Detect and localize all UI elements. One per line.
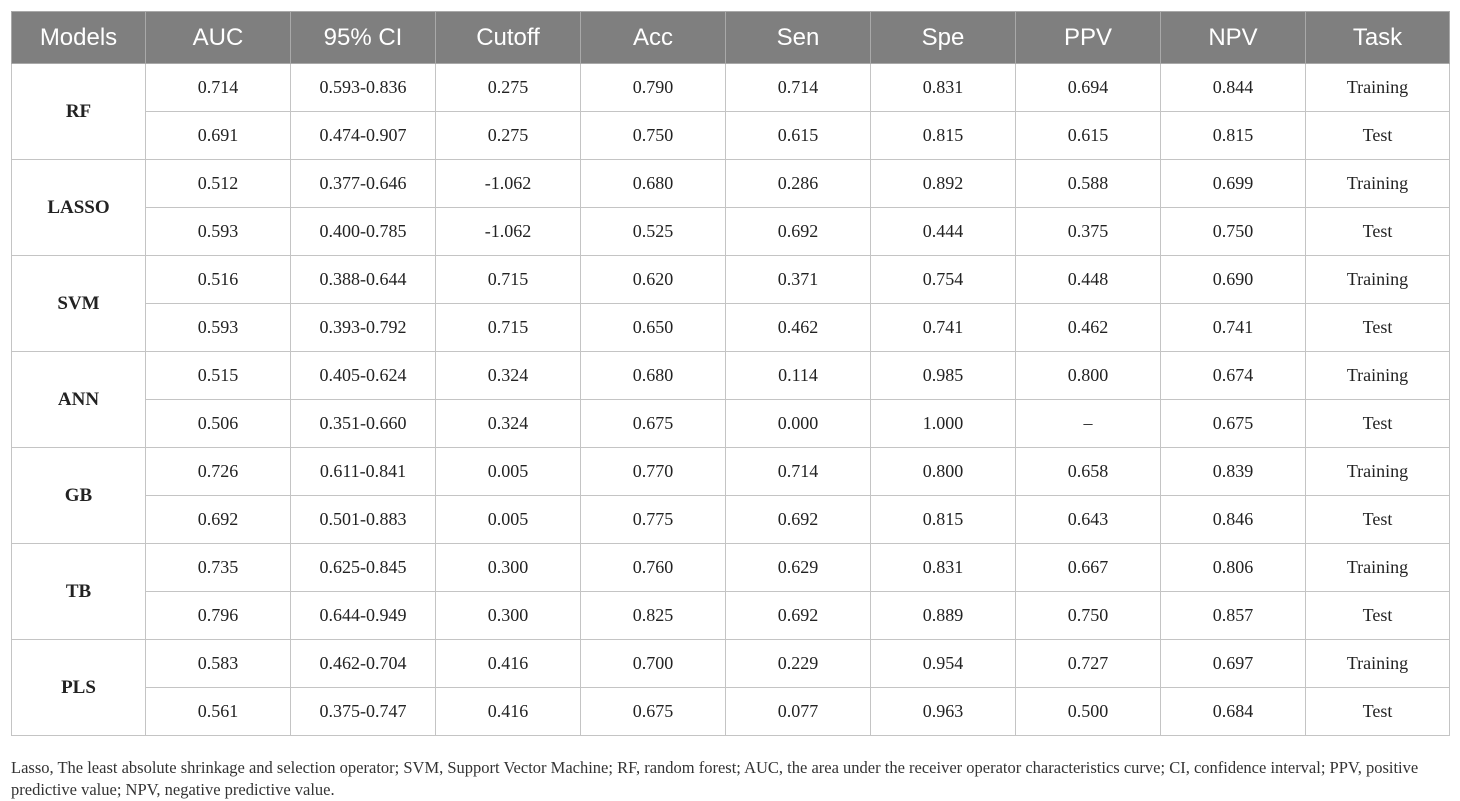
model-name-cell: ANN: [12, 352, 146, 448]
table-cell: Test: [1306, 400, 1450, 448]
table-cell: Test: [1306, 208, 1450, 256]
table-cell: Training: [1306, 64, 1450, 112]
table-cell: -1.062: [436, 160, 581, 208]
table-cell: 0.699: [1161, 160, 1306, 208]
table-cell: 0.375-0.747: [291, 688, 436, 736]
model-name-cell: PLS: [12, 640, 146, 736]
table-cell: 0.501-0.883: [291, 496, 436, 544]
table-cell: –: [1016, 400, 1161, 448]
table-cell: Test: [1306, 304, 1450, 352]
table-cell: 0.963: [871, 688, 1016, 736]
table-cell: 0.000: [726, 400, 871, 448]
column-header: NPV: [1161, 12, 1306, 64]
table-row: [12, 544, 1450, 592]
table-cell: 0.839: [1161, 448, 1306, 496]
table-row: [12, 352, 1450, 400]
table-cell: 0.416: [436, 640, 581, 688]
table-cell: 0.715: [436, 304, 581, 352]
table-cell: 0.448: [1016, 256, 1161, 304]
table-cell: 0.714: [146, 64, 291, 112]
table-cell: 0.620: [581, 256, 726, 304]
table-cell: 0.512: [146, 160, 291, 208]
table-cell: 0.229: [726, 640, 871, 688]
model-name-cell: RF: [12, 64, 146, 160]
table-cell: 0.775: [581, 496, 726, 544]
table-cell: Training: [1306, 352, 1450, 400]
table-cell: 0.300: [436, 544, 581, 592]
table-cell: 0.625-0.845: [291, 544, 436, 592]
table-row: [12, 400, 1450, 448]
table-cell: 0.005: [436, 496, 581, 544]
table-cell: 0.658: [1016, 448, 1161, 496]
table-row: [12, 688, 1450, 736]
column-header: PPV: [1016, 12, 1161, 64]
table-cell: 0.691: [146, 112, 291, 160]
table-cell: 0.700: [581, 640, 726, 688]
table-cell: 0.005: [436, 448, 581, 496]
table-cell: Training: [1306, 256, 1450, 304]
table-cell: 0.377-0.646: [291, 160, 436, 208]
table-cell: 0.770: [581, 448, 726, 496]
table-cell: 0.375: [1016, 208, 1161, 256]
table-cell: 0.674: [1161, 352, 1306, 400]
table-cell: 0.697: [1161, 640, 1306, 688]
table-cell: 0.741: [1161, 304, 1306, 352]
table-cell: 0.506: [146, 400, 291, 448]
table-footnote: Lasso, The least absolute shrinkage and selection operator; SVM, Support Vector Machine; RF, random forest; AUC, the area under the receiver operator characteristics curve; CI, confidence interval; PPV, positive predictive value; NPV, negative predictive value.: [11, 757, 1419, 799]
table-cell: 0.525: [581, 208, 726, 256]
table-cell: 0.954: [871, 640, 1016, 688]
table-cell: 0.714: [726, 64, 871, 112]
table-cell: 0.714: [726, 448, 871, 496]
table-cell: 0.727: [1016, 640, 1161, 688]
table-cell: 0.444: [871, 208, 1016, 256]
table-cell: 0.593: [146, 304, 291, 352]
table-cell: 0.831: [871, 544, 1016, 592]
table-row: [12, 256, 1450, 304]
table-cell: 0.800: [1016, 352, 1161, 400]
table-cell: Test: [1306, 592, 1450, 640]
table-cell: 0.667: [1016, 544, 1161, 592]
table-cell: Training: [1306, 544, 1450, 592]
table-cell: 0.275: [436, 112, 581, 160]
results-table-container: [11, 11, 1449, 736]
table-cell: 0.516: [146, 256, 291, 304]
table-cell: 0.815: [871, 112, 1016, 160]
table-cell: 0.643: [1016, 496, 1161, 544]
table-cell: 0.692: [726, 208, 871, 256]
column-header: Sen: [726, 12, 871, 64]
table-cell: 0.371: [726, 256, 871, 304]
table-cell: 0.825: [581, 592, 726, 640]
table-cell: 0.892: [871, 160, 1016, 208]
table-cell: 0.675: [581, 400, 726, 448]
table-cell: 0.815: [1161, 112, 1306, 160]
table-cell: 0.474-0.907: [291, 112, 436, 160]
table-cell: 0.615: [1016, 112, 1161, 160]
column-header: Task: [1306, 12, 1450, 64]
table-row: [12, 64, 1450, 112]
table-cell: 0.462: [1016, 304, 1161, 352]
table-cell: 0.675: [581, 688, 726, 736]
column-header: AUC: [146, 12, 291, 64]
table-body: [12, 64, 1450, 736]
table-cell: 0.583: [146, 640, 291, 688]
table-row: [12, 304, 1450, 352]
table-cell: 0.324: [436, 352, 581, 400]
table-cell: 0.692: [146, 496, 291, 544]
table-cell: 0.611-0.841: [291, 448, 436, 496]
table-cell: 0.615: [726, 112, 871, 160]
table-cell: 0.815: [871, 496, 1016, 544]
model-name-cell: SVM: [12, 256, 146, 352]
column-header: Acc: [581, 12, 726, 64]
model-name-cell: GB: [12, 448, 146, 544]
table-cell: 0.405-0.624: [291, 352, 436, 400]
table-cell: Training: [1306, 448, 1450, 496]
table-cell: 0.077: [726, 688, 871, 736]
table-cell: 0.760: [581, 544, 726, 592]
table-cell: 0.300: [436, 592, 581, 640]
table-cell: Test: [1306, 496, 1450, 544]
table-cell: 0.644-0.949: [291, 592, 436, 640]
table-cell: Training: [1306, 160, 1450, 208]
table-cell: 0.515: [146, 352, 291, 400]
model-performance-table: [11, 11, 1450, 736]
table-cell: 0.726: [146, 448, 291, 496]
table-cell: 0.561: [146, 688, 291, 736]
table-cell: -1.062: [436, 208, 581, 256]
table-cell: 0.750: [1161, 208, 1306, 256]
column-header: Spe: [871, 12, 1016, 64]
table-row: [12, 208, 1450, 256]
table-cell: 0.735: [146, 544, 291, 592]
table-cell: 0.750: [581, 112, 726, 160]
table-cell: 0.741: [871, 304, 1016, 352]
table-cell: 0.684: [1161, 688, 1306, 736]
table-cell: 0.715: [436, 256, 581, 304]
table-cell: 0.889: [871, 592, 1016, 640]
table-cell: 0.796: [146, 592, 291, 640]
table-cell: 0.790: [581, 64, 726, 112]
table-cell: 0.690: [1161, 256, 1306, 304]
table-cell: 0.114: [726, 352, 871, 400]
table-header-row: [12, 12, 1450, 64]
table-cell: 0.500: [1016, 688, 1161, 736]
table-cell: 0.462: [726, 304, 871, 352]
table-row: [12, 112, 1450, 160]
table-cell: 0.275: [436, 64, 581, 112]
table-cell: Test: [1306, 112, 1450, 160]
table-cell: 1.000: [871, 400, 1016, 448]
table-cell: 0.629: [726, 544, 871, 592]
model-name-cell: LASSO: [12, 160, 146, 256]
table-cell: 0.675: [1161, 400, 1306, 448]
table-row: [12, 496, 1450, 544]
table-row: [12, 448, 1450, 496]
column-header: Cutoff: [436, 12, 581, 64]
table-cell: 0.800: [871, 448, 1016, 496]
table-cell: 0.400-0.785: [291, 208, 436, 256]
table-row: [12, 640, 1450, 688]
table-cell: 0.393-0.792: [291, 304, 436, 352]
table-cell: 0.846: [1161, 496, 1306, 544]
table-cell: 0.593-0.836: [291, 64, 436, 112]
model-name-cell: TB: [12, 544, 146, 640]
table-cell: 0.593: [146, 208, 291, 256]
table-cell: 0.831: [871, 64, 1016, 112]
table-cell: 0.680: [581, 160, 726, 208]
table-cell: 0.324: [436, 400, 581, 448]
table-cell: 0.750: [1016, 592, 1161, 640]
table-cell: Test: [1306, 688, 1450, 736]
column-header: 95% CI: [291, 12, 436, 64]
table-cell: 0.286: [726, 160, 871, 208]
table-cell: 0.650: [581, 304, 726, 352]
table-cell: 0.588: [1016, 160, 1161, 208]
table-row: [12, 160, 1450, 208]
table-cell: 0.462-0.704: [291, 640, 436, 688]
table-cell: 0.985: [871, 352, 1016, 400]
table-cell: 0.754: [871, 256, 1016, 304]
table-cell: 0.416: [436, 688, 581, 736]
table-row: [12, 592, 1450, 640]
table-cell: 0.806: [1161, 544, 1306, 592]
table-cell: 0.692: [726, 592, 871, 640]
column-header: Models: [12, 12, 146, 64]
table-cell: 0.857: [1161, 592, 1306, 640]
table-cell: 0.388-0.644: [291, 256, 436, 304]
table-cell: 0.694: [1016, 64, 1161, 112]
table-cell: 0.351-0.660: [291, 400, 436, 448]
table-cell: 0.844: [1161, 64, 1306, 112]
table-cell: 0.692: [726, 496, 871, 544]
table-cell: 0.680: [581, 352, 726, 400]
table-cell: Training: [1306, 640, 1450, 688]
